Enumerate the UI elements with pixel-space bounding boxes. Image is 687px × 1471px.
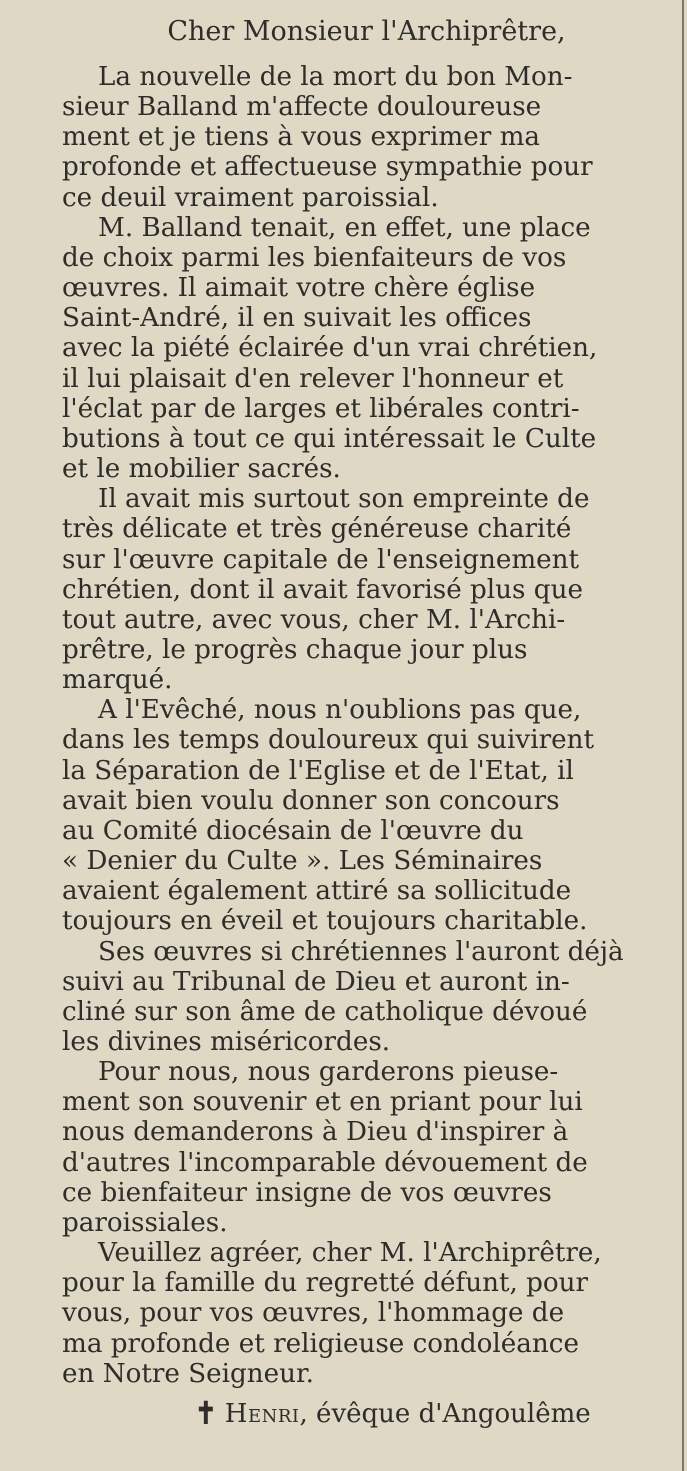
text-line: ment son souvenir et en priant pour lui	[62, 1087, 583, 1118]
text-line: Pour nous, nous garderons pieuse-	[98, 1057, 559, 1088]
paragraph	[62, 1238, 657, 1389]
text-line: avec la piété éclairée d'un vrai chrétien,	[62, 333, 598, 364]
column-divider	[682, 0, 684, 1471]
signatory-name: Henri	[224, 1398, 300, 1429]
text-line: et le mobilier sacrés.	[62, 454, 341, 485]
text-line: Ses œuvres si chrétiennes l'auront déjà	[98, 936, 624, 967]
paragraph	[62, 62, 657, 213]
text-line: très délicate et très généreuse charité	[62, 514, 572, 545]
text-line: la Séparation de l'Eglise et de l'Etat, il	[62, 755, 574, 786]
text-line: au Comité diocésain de l'œuvre du	[62, 815, 524, 846]
text-line: il lui plaisait d'en relever l'honneur et	[62, 363, 564, 394]
text-line: butions à tout ce qui intéressait le Culte	[62, 423, 597, 454]
text-line: avait bien voulu donner son concours	[62, 785, 560, 816]
text-line: profonde et affectueuse sympathie pour	[62, 152, 593, 183]
text-line: « Denier du Culte ». Les Séminaires	[62, 846, 543, 877]
paragraph	[62, 213, 657, 484]
text-line: sieur Balland m'affecte douloureuse	[62, 92, 542, 123]
text-line: ment et je tiens à vous exprimer ma	[62, 122, 541, 153]
text-line: sur l'œuvre capitale de l'enseignement	[62, 544, 580, 575]
text-line: ce bienfaiteur insigne de vos œuvres	[62, 1177, 552, 1208]
text-line: tout autre, avec vous, cher M. l'Archi-	[62, 604, 566, 635]
salutation: Cher Monsieur l'Archiprêtre,	[167, 16, 566, 47]
paragraph	[62, 695, 657, 936]
text-line: vous, pour vos œuvres, l'hommage de	[62, 1298, 565, 1329]
text-line: La nouvelle de la mort du bon Mon-	[98, 62, 573, 92]
text-line: chrétien, dont il avait favorisé plus que	[62, 574, 583, 605]
paragraph	[62, 937, 657, 1058]
paragraph	[62, 484, 657, 695]
text-line: de choix parmi les bienfaiteurs de vos	[62, 242, 567, 273]
signature	[62, 1395, 657, 1433]
text-line: œuvres. Il aimait votre chère église	[62, 273, 536, 304]
text-line: marqué.	[62, 665, 173, 696]
text-line: prêtre, le progrès chaque jour plus	[62, 634, 528, 665]
text-line: ma profonde et religieuse condoléance	[62, 1328, 579, 1359]
text-line: A l'Evêché, nous n'oublions pas que,	[98, 695, 582, 726]
text-line: suivi au Tribunal de Dieu et auront in-	[62, 966, 570, 997]
text-line: Saint-André, il en suivait les offices	[62, 303, 532, 334]
text-line: toujours en éveil et toujours charitable.	[62, 906, 588, 937]
text-line: avaient également attiré sa sollicitude	[62, 876, 572, 907]
text-line: nous demanderons à Dieu d'inspirer à	[62, 1117, 569, 1148]
letter-text-column	[62, 10, 657, 1433]
cross-icon: ✝	[195, 1396, 217, 1432]
text-line: M. Balland tenait, en effet, une place	[98, 212, 591, 243]
paragraph	[62, 1057, 657, 1238]
text-line: d'autres l'incomparable dévouement de	[62, 1147, 588, 1178]
text-line: en Notre Seigneur.	[62, 1358, 315, 1389]
text-line: cliné sur son âme de catholique dévoué	[62, 996, 588, 1027]
text-line: pour la famille du regretté défunt, pour	[62, 1268, 589, 1299]
text-line: dans les temps douloureux qui suivirent	[62, 725, 594, 756]
text-line: Il avait mis surtout son empreinte de	[98, 484, 590, 515]
text-line: paroissiales.	[62, 1207, 228, 1238]
text-line: Veuillez agréer, cher M. l'Archiprêtre,	[98, 1238, 602, 1269]
text-line: les divines miséricordes.	[62, 1027, 391, 1057]
text-line: ce deuil vraiment paroissial.	[62, 182, 439, 213]
signatory-title: , évêque d'Angoulême	[299, 1398, 591, 1429]
text-line: l'éclat par de larges et libérales contri-	[62, 393, 580, 424]
